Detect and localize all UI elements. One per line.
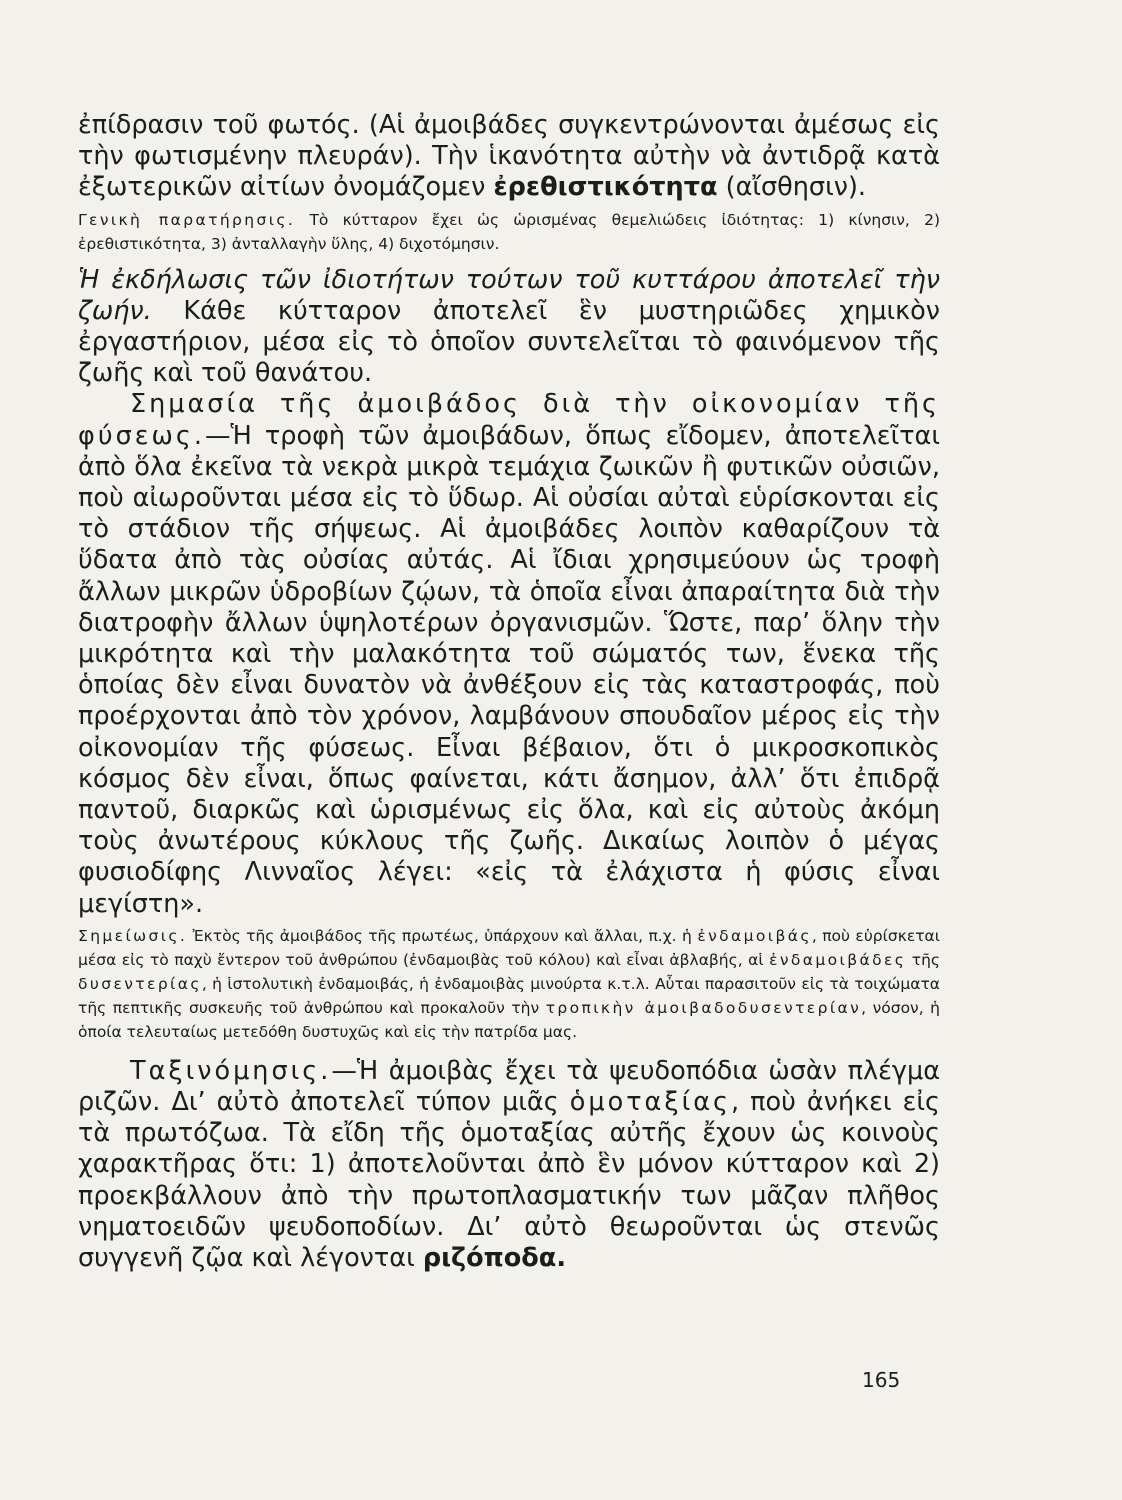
term-rhizopoda: ριζόποδα. xyxy=(422,1243,567,1274)
page-number: 165 xyxy=(862,1368,901,1392)
italic-statement: Ἡ ἐκδήλωσις τῶν ἰδιοτήτων τούτων τοῦ κυττάρου ἀποτελεῖ τὴν ζωήν. xyxy=(78,264,940,326)
paragraph-life: Ἡ ἐκδήλωσις τῶν ἰδιοτήτων τούτων τοῦ κυττάρου ἀποτελεῖ τὴν ζωήν. Κάθε κύτταρον ἀποτελεῖ ἓν μυστηριῶδες χημικὸν ἐργαστήριον, μέσα εἰς τὸ ὁποῖον συντελεῖται τὸ φαινόμενον τῆς ζωῆς καὶ τοῦ θανάτου. xyxy=(78,264,940,389)
note-label: Γενικὴ παρατήρησις. xyxy=(78,210,296,229)
page-body xyxy=(78,110,940,1274)
paragraph-importance: Σημασία τῆς ἀμοιβάδος διὰ τὴν οἰκονομίαν τῆς φύσεως.—Ἡ τροφὴ τῶν ἀμοιβάδων, ὅπως εἴδομεν, ἀποτελεῖται ἀπὸ ὅλα ἐκεῖνα τὰ νεκρὰ μικρὰ τεμάχια ζωικῶν ἢ φυτικῶν οὐσιῶν, ποὺ αἰωροῦνται μέσα εἰς τὸ ὕδωρ. Αἱ οὐσίαι αὐταὶ εὑρίσκονται εἰς τὸ στάδιον τῆς σήψεως. Αἱ ἀμοιβάδες λοιπὸν καθαρίζουν τὰ ὕδατα ἀπὸ τὰς οὐσίας αὐτάς. Αἱ ἴδιαι χρησιμεύουν ὡς τροφὴ ἄλλων μικρῶν ὑδροβίων ζῴων, τὰ ὁποῖα εἶναι ἀπαραίτητα διὰ τὴν διατροφὴν ἄλλων ὑψηλοτέρων ὀργανισμῶν. Ὥστε, παρ’ ὅλην τὴν μικρότητα καὶ τὴν μαλακότητα τοῦ σώματός των, ἕνεκα τῆς ὁποίας δὲν εἶναι δυνατὸν νὰ ἀνθέξουν εἰς τὰς καταστροφάς, ποὺ προέρχονται ἀπὸ τὸν χρόνον, λαμβάνουν σπουδαῖον μέρος εἰς τὴν οἰκονομίαν τῆς φύσεως. Εἶναι βέβαιον, ὅτι ὁ μικροσκοπικὸς κόσμος δὲν εἶναι, ὅπως φαίνεται, κάτι ἄσημον, ἀλλ’ ὅτι ἐπιδρᾷ παντοῦ, διαρκῶς καὶ ὡρισμένως εἰς ὅλα, καὶ εἰς αὐτοὺς ἀκόμη τοὺς ἀνωτέρους κύκλους τῆς ζωῆς. Δικαίως λοιπὸν ὁ μέγας φυσιοδίφης Λινναῖος λέγει: «εἰς τὰ ἐλάχιστα ἡ φύσις εἶναι μεγίστη». xyxy=(78,389,940,919)
term-irritability: ἐρεθιστικότητα xyxy=(493,172,718,203)
section-heading-classification: Ταξινόμησις. xyxy=(130,1055,332,1086)
note-remark: Σημείωσις. Ἐκτὸς τῆς ἀμοιβάδος τῆς πρωτέως, ὑπάρχουν καὶ ἄλλαι, π.χ. ἡ ἐνδαμοιβάς, ποὺ εὑρίσκεται μέσα εἰς τὸ παχὺ ἔντερον τοῦ ἀνθρώπου (ἐνδαμοιβὰς τοῦ κόλου) καὶ εἶναι ἀβλαβής, αἱ ἐνδαμοιβάδες τῆς δυσεντερίας, ἡ ἱστολυτικὴ ἐνδαμοιβάς, ἡ ἐνδαμοιβὰς μινούρτα κ.τ.λ. Αὗται παρασιτοῦν εἰς τὰ τοιχώματα τῆς πεπτικῆς συσκευῆς τοῦ ἀνθρώπου καὶ προκαλοῦν τὴν τροπικὴν ἀμοιβαδοδυσεντερίαν, νόσον, ἡ ὁποία τελευταίως μετεδόθη δυστυχῶς καὶ εἰς τὴν πατρίδα μας. xyxy=(78,926,940,1041)
note-label: Σημείωσις. xyxy=(78,926,188,945)
note-general-observation: Γενικὴ παρατήρησις. Τὸ κύτταρον ἔχει ὡς ὡρισμένας θεμελιώδεις ἰδιότητας: 1) κίνησιν, 2) ἐρεθιστικότητα, 3) ἀνταλλαγὴν ὕλης, 4) διχοτόμησιν. xyxy=(78,210,940,253)
paragraph-classification: Ταξινόμησις.—Ἡ ἀμοιβὰς ἔχει τὰ ψευδοπόδια ὡσὰν πλέγμα ριζῶν. Δι’ αὐτὸ ἀποτελεῖ τύπον μιᾶς ὁμοταξίας, ποὺ ἀνήκει εἰς τὰ πρωτόζωα. Τὰ εἴδη τῆς ὁμοταξίας αὐτῆς ἔχουν ὡς κοινοὺς χαρακτῆρας ὅτι: 1) ἀποτελοῦνται ἀπὸ ἓν μόνον κύτταρον καὶ 2) προεκβάλλουν ἀπὸ τὴν πρωτοπλασματικήν των μᾶζαν πλῆθος νηματοειδῶν ψευδοποδίων. Δι’ αὐτὸ θεωροῦνται ὡς στενῶς συγγενῆ ζῷα καὶ λέγονται ριζόποδα. xyxy=(78,1055,940,1274)
section-heading-importance: Σημασία τῆς ἀμοιβάδος διὰ τὴν οἰκονομίαν τῆς φύσεως. xyxy=(78,389,940,451)
paragraph-irritability: ἐπίδρασιν τοῦ φωτός. (Αἱ ἀμοιβάδες συγκεντρώνονται ἀμέσως εἰς τὴν φωτισμένην πλευράν). Τὴν ἱκανότητα αὐτὴν νὰ ἀντιδρᾷ κατὰ ἐξωτερικῶν αἰτίων ὀνομάζομεν ἐρεθιστικότητα (αἴσθησιν). xyxy=(78,110,940,203)
